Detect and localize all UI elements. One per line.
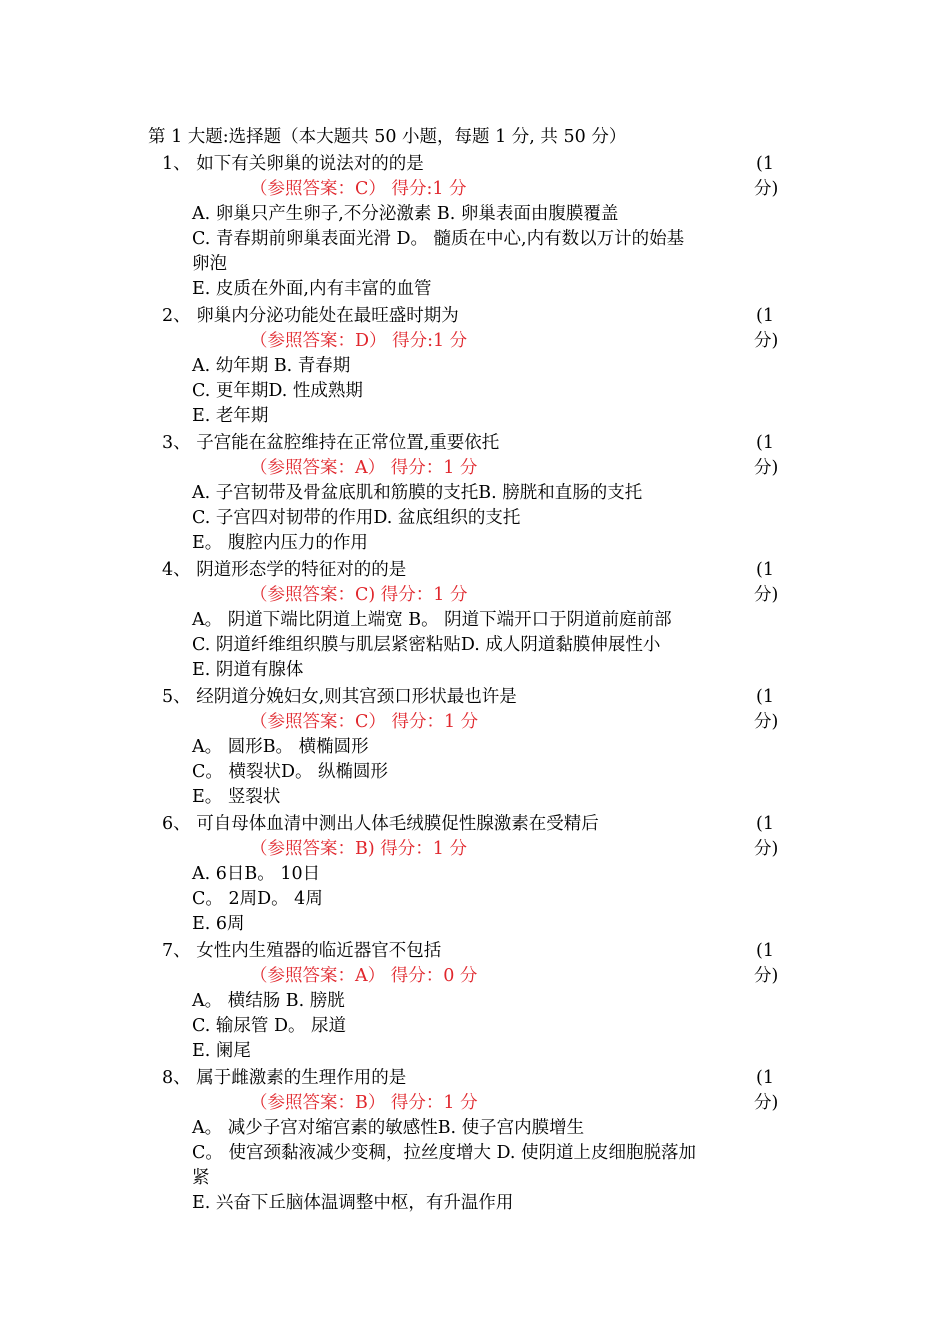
question-5-score-open: (1 bbox=[756, 687, 774, 707]
question-3-answer: （参照答案：A） 得分：1 分 bbox=[250, 458, 478, 478]
question-4-score-open: (1 bbox=[756, 560, 774, 580]
question-8-answer: （参照答案：B） 得分：1 分 bbox=[250, 1093, 478, 1113]
question-3-option-line: A. 子宫韧带及骨盆底肌和筋膜的支托B. 膀胱和直肠的支托 bbox=[192, 483, 643, 503]
question-4-answer: （参照答案：C) 得分：1 分 bbox=[250, 585, 468, 605]
question-5-option-line: E。 竖裂状 bbox=[192, 787, 281, 807]
question-2-answer: （参照答案：D） 得分:1 分 bbox=[250, 331, 468, 351]
question-7-option-line: E. 阑尾 bbox=[192, 1041, 251, 1061]
question-6-text: 6、 可自母体血清中测出人体毛绒膜促性腺激素在受精后 bbox=[162, 814, 599, 834]
section-header: 第 1 大题:选择题（本大题共 50 小题，每题 1 分, 共 50 分） bbox=[148, 127, 627, 147]
question-6-option-line: A. 6日B。 10日 bbox=[192, 864, 321, 884]
question-8-option-line: C。 使宫颈黏液减少变稠，拉丝度增大 D. 使阴道上皮细胞脱落加 bbox=[192, 1143, 697, 1163]
question-6-score-open: (1 bbox=[756, 814, 774, 834]
question-3-option-line: C. 子宫四对韧带的作用D. 盆底组织的支托 bbox=[192, 508, 521, 528]
question-1-text: 1、 如下有关卵巢的说法对的的是 bbox=[162, 154, 424, 174]
question-8-option-line: E. 兴奋下丘脑体温调整中枢，有升温作用 bbox=[192, 1193, 514, 1213]
question-8-score-close: 分) bbox=[754, 1093, 779, 1113]
question-7-text: 7、 女性内生殖器的临近器官不包括 bbox=[162, 941, 442, 961]
question-1-score-close: 分) bbox=[754, 179, 779, 199]
question-1-option-line: C. 青春期前卵巢表面光滑 D。 髓质在中心,内有数以万计的始基 bbox=[192, 229, 685, 249]
question-6-option-line: C。 2周D。 4周 bbox=[192, 889, 323, 909]
question-1-score-open: (1 bbox=[756, 154, 774, 174]
question-4-option-line: E. 阴道有腺体 bbox=[192, 660, 304, 680]
question-5-answer: （参照答案：C） 得分：1 分 bbox=[250, 712, 479, 732]
question-2-option-line: E. 老年期 bbox=[192, 406, 269, 426]
question-8-text: 8、 属于雌激素的生理作用的是 bbox=[162, 1068, 407, 1088]
question-1-option-line: 卵泡 bbox=[192, 254, 227, 274]
question-6-option-line: E. 6周 bbox=[192, 914, 245, 934]
question-3-score-open: (1 bbox=[756, 433, 774, 453]
question-8-score-open: (1 bbox=[756, 1068, 774, 1088]
question-4-score-close: 分) bbox=[754, 585, 779, 605]
question-2-score-open: (1 bbox=[756, 306, 774, 326]
question-4-text: 4、 阴道形态学的特征对的的是 bbox=[162, 560, 407, 580]
question-5-option-line: C。 横裂状D。 纵椭圆形 bbox=[192, 762, 389, 782]
question-4-option-line: A。 阴道下端比阴道上端宽 B。 阴道下端开口于阴道前庭前部 bbox=[192, 610, 672, 630]
question-1-option-line: E. 皮质在外面,内有丰富的血管 bbox=[192, 279, 432, 299]
question-2-score-close: 分) bbox=[754, 331, 779, 351]
question-3-option-line: E。 腹腔内压力的作用 bbox=[192, 533, 368, 553]
question-3-text: 3、 子宫能在盆腔维持在正常位置,重要依托 bbox=[162, 433, 500, 453]
question-8-option-line: 紧 bbox=[192, 1168, 210, 1188]
question-3-score-close: 分) bbox=[754, 458, 779, 478]
question-5-score-close: 分) bbox=[754, 712, 779, 732]
question-2-option-line: C. 更年期D. 性成熟期 bbox=[192, 381, 363, 401]
question-7-option-line: A。 横结肠 B. 膀胱 bbox=[192, 991, 345, 1011]
question-6-score-close: 分) bbox=[754, 839, 779, 859]
question-7-score-close: 分) bbox=[754, 966, 779, 986]
question-5-text: 5、 经阴道分娩妇女,则其宫颈口形状最也许是 bbox=[162, 687, 517, 707]
question-7-answer: （参照答案：A） 得分：0 分 bbox=[250, 966, 478, 986]
question-7-option-line: C. 输尿管 D。 尿道 bbox=[192, 1016, 347, 1036]
question-7-score-open: (1 bbox=[756, 941, 774, 961]
question-6-answer: （参照答案：B) 得分：1 分 bbox=[250, 839, 467, 859]
question-2-option-line: A. 幼年期 B. 青春期 bbox=[192, 356, 351, 376]
question-8-option-line: A。 减少子宫对缩宫素的敏感性B. 使子宫内膜增生 bbox=[192, 1118, 585, 1138]
question-2-text: 2、 卵巢内分泌功能处在最旺盛时期为 bbox=[162, 306, 459, 326]
question-1-option-line: A. 卵巢只产生卵子,不分泌激素 B. 卵巢表面由腹膜覆盖 bbox=[192, 204, 619, 224]
question-5-option-line: A。 圆形B。 横椭圆形 bbox=[192, 737, 369, 757]
question-1-answer: （参照答案：C） 得分:1 分 bbox=[250, 179, 467, 199]
question-4-option-line: C. 阴道纤维组织膜与肌层紧密粘贴D. 成人阴道黏膜伸展性小 bbox=[192, 635, 661, 655]
